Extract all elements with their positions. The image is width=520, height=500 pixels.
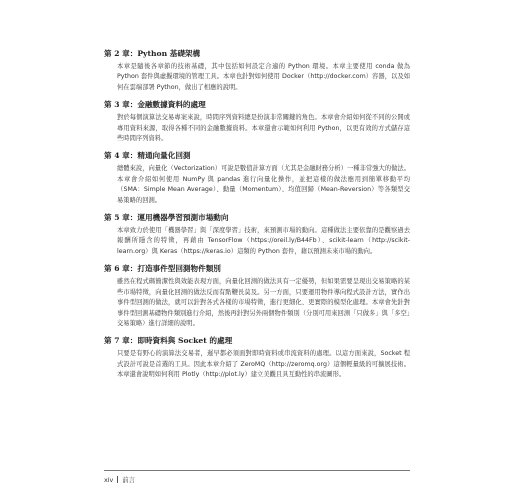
page-number: xiv xyxy=(104,476,114,484)
section-name: 前言 xyxy=(122,476,135,484)
chapter-title: 第 6 章：打造事件型回測物件類別 xyxy=(104,264,221,274)
chapter-5 xyxy=(104,212,410,257)
chapter-4 xyxy=(104,150,410,206)
chapter-description: 本章是隨後各章節的技術基礎，其中包括如何設定合適的 Python 環境。本章主要使用 conda 做為 Python 套件與虛擬環境的管理工具。本章也針對如何使用 Docker（http://docker.com）容器，以及如何在雲端部署 Python，做出了相應的說明。 xyxy=(117,63,410,91)
footer-text xyxy=(104,475,410,484)
chapter-3 xyxy=(104,99,410,144)
footer-separator xyxy=(117,476,118,483)
page-footer xyxy=(104,470,410,484)
chapter-description: 只要是有野心的演算法交易者，遲早都必須面對即時資料或串流資料的處理。以這方面來說，Socket 程式設計可說是首選的工具。因此本章介紹了 ZeroMQ（http://zeromq.org）這個輕量級的可擴展技術。本章還會說明如何利用 Plotly（http://plot.ly）建立美觀且具互動性的串流圖形。 xyxy=(117,350,410,379)
chapter-2 xyxy=(104,48,410,93)
chapter-7 xyxy=(104,335,410,380)
chapter-description: 對於每個演算法交易專案來說，時間序列資料總是扮演非常關鍵的角色。本章會介紹如何從不同的公開或專用資料來源，取得各種不同的金融數據資料。本章還會示範如何利用 Python，以更有效的方式儲存這些時間序列資料。 xyxy=(117,114,410,143)
chapter-title: 第 3 章：金融數據資料的處理 xyxy=(104,100,206,110)
chapter-title: 第 7 章：即時資料與 Socket 的處理 xyxy=(104,336,233,346)
chapter-list xyxy=(104,48,410,387)
chapter-title: 第 4 章：精通向量化回測 xyxy=(104,151,191,161)
chapter-6 xyxy=(104,263,410,329)
chapter-description: 總體來說，向量化（Vectorization）可說是數值計算方面（尤其是金融財務分析）一種非常強大的做法。本章會介紹如何使用 NumPy 與 pandas 進行向量化操作，並把這樣的做法應用到簡單移動平均（SMA：Simple Mean Average）、動量（Momentum）、均值回歸（Mean-Reversion）等各類型交易策略的回測。 xyxy=(117,165,410,204)
footer-divider xyxy=(104,470,410,471)
chapter-description: 本章致力於使用「機器學習」與「深度學習」技術，來預測市場的動向。這種做法主要依靠的是觀察過去報酬所隱含的特徵，再藉由 TensorFlow（https://oreil.ly/B44Fb）、scikit-learn（http://scikit-learn.org）與 Keras（https://keras.io）這類的 Python 套件，藉以預測未來市場的動向。 xyxy=(117,227,410,255)
chapter-description: 雖然在程式碼簡潔性與效能表現方面，向量化回測的做法具有一定優勢，但如果需要呈現出交易策略的某些市場特徵，向量化回測的做法反而有點鞭長莫及。另一方面，只要運用物件導向程式設計方法，實作出事件型回測的做法，就可以針對各式各樣的市場特徵，進行更細化、更實際的模型化處理。本章會先針對事件型回測基礎物件類別進行介紹，然後再針對另外兩個物件類別（分別可用來回測「只做多」與「多空」交易策略）進行詳細的說明。 xyxy=(117,278,410,327)
chapter-title: 第 5 章：運用機器學習預測市場動向 xyxy=(104,213,229,223)
chapter-title: 第 2 章：Python 基礎架構 xyxy=(104,49,201,58)
